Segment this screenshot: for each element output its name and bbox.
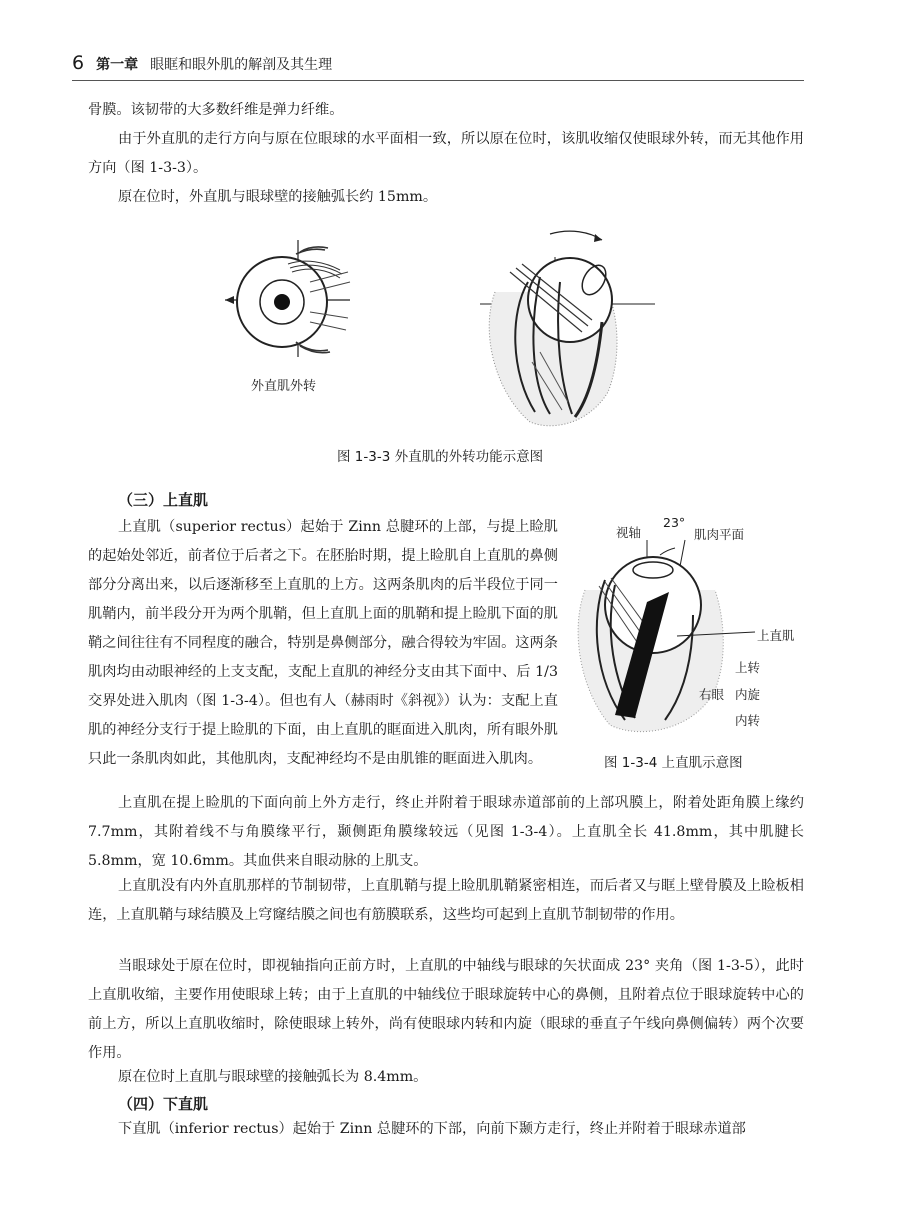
paragraph-4: 上直肌（superior rectus）起始于 Zinn 总腱环的上部，与提上睑肌的起始处邻近，前者位于后者之下。在胚胎时期，提上睑肌自上直肌的鼻侧部分分离出来，以后逐渐移至上直肌的上方。这两条肌肉的后半段位于同一肌鞘内，前半段分开为两个肌鞘，但上直肌上面的肌鞘和提上睑肌下面的肌鞘之间往往有不同程度的融合，特别是鼻侧部分，融合得较为牢固。这两条肌肉均由动眼神经的上支支配，支配上直肌的神经分支由其下面中、后 1/3 交界处进入肌肉（图 1-3-4）。但也有人（赫雨时《斜视》）认为：支配上直肌的神经分支行于提上睑肌的下面，由上直肌的眶面进入肌肉，所有眼外肌只此一条肌肉如此，其他肌肉，支配神经均不是由肌锥的眶面进入肌肉。 — [88, 519, 558, 767]
paragraph-2: 由于外直肌的走行方向与原在位眼球的水平面相一致，所以原在位时，该肌收缩仅使眼球外转，而无其他作用方向（图 1-3-3）。 — [88, 131, 804, 176]
side-eye-drawing — [480, 231, 655, 426]
section-heading-superior-rectus: （三）上直肌 — [118, 491, 209, 509]
muscle-plane-label: 肌肉平面 — [694, 527, 745, 542]
running-header — [72, 52, 332, 82]
figure-1-3-4-illustration — [565, 510, 805, 735]
paragraph-6: 上直肌没有内外直肌那样的节制韧带，上直肌鞘与提上睑肌肌鞘紧密相连，而后者又与眶上壁骨膜及上睑板相连，上直肌鞘与球结膜及上穹窿结膜之间也有筋膜联系，这些均可起到上直肌节制韧带的作用。 — [88, 878, 804, 923]
chapter-label: 第一章 — [96, 57, 139, 73]
visual-axis-label: 视轴 — [616, 525, 642, 540]
superior-rectus-label: 上直肌 — [757, 628, 795, 643]
section-heading-inferior-rectus: （四）下直肌 — [118, 1095, 209, 1113]
paragraph-8: 原在位时上直肌与眼球壁的接触弧长为 8.4mm。 — [118, 1069, 428, 1085]
chapter-title: 眼眶和眼外肌的解剖及其生理 — [150, 57, 333, 73]
front-eye-drawing — [225, 240, 350, 357]
paragraph-5: 上直肌在提上睑肌的下面向前上外方走行，终止并附着于眼球赤道部前的上部巩膜上，附着处距角膜上缘约 7.7mm，其附着线不与角膜缘平行，颞侧距角膜缘较远（见图 1-3-4）。上直肌全长 41.8mm，其中肌腱长 5.8mm，宽 10.6mm。其血供来自眼动脉的上肌支。 — [88, 795, 804, 869]
figure-1-3-3-label: 外直肌外转 — [251, 379, 317, 394]
intorsion-label: 内旋 — [735, 687, 761, 702]
header-rule — [72, 80, 804, 81]
paragraph-1: 骨膜。该韧带的大多数纤维是弹力纤维。 — [88, 102, 344, 118]
paragraph-3: 原在位时，外直肌与眼球壁的接触弧长约 15mm。 — [118, 189, 438, 205]
paragraph-7: 当眼球处于原在位时，即视轴指向正前方时，上直肌的中轴线与眼球的矢状面成 23° 夹角（图 1-3-5），此时上直肌收缩，主要作用使眼球上转；由于上直肌的中轴线位于眼球旋转中心的鼻侧，且附着点位于眼球旋转中心的前上方，所以上直肌收缩时，除使眼球上转外，尚有使眼球内转和内旋（眼球的垂直子午线向鼻侧偏转）两个次要作用。 — [88, 958, 804, 1061]
figure-1-3-3-caption: 图 1-3-3 外直肌的外转功能示意图 — [337, 449, 544, 465]
elevation-label: 上转 — [735, 660, 761, 675]
right-eye-label: 右眼 — [699, 687, 725, 702]
figure-1-3-4-caption: 图 1-3-4 上直肌示意图 — [604, 755, 743, 771]
angle-label: 23° — [663, 515, 686, 530]
adduction-label: 内转 — [735, 713, 761, 728]
figure-1-3-3-illustration — [210, 222, 660, 432]
page-number: 6 — [72, 52, 85, 74]
paragraph-9: 下直肌（inferior rectus）起始于 Zinn 总腱环的下部，向前下颞方走行，终止并附着于眼球赤道部 — [118, 1121, 746, 1137]
